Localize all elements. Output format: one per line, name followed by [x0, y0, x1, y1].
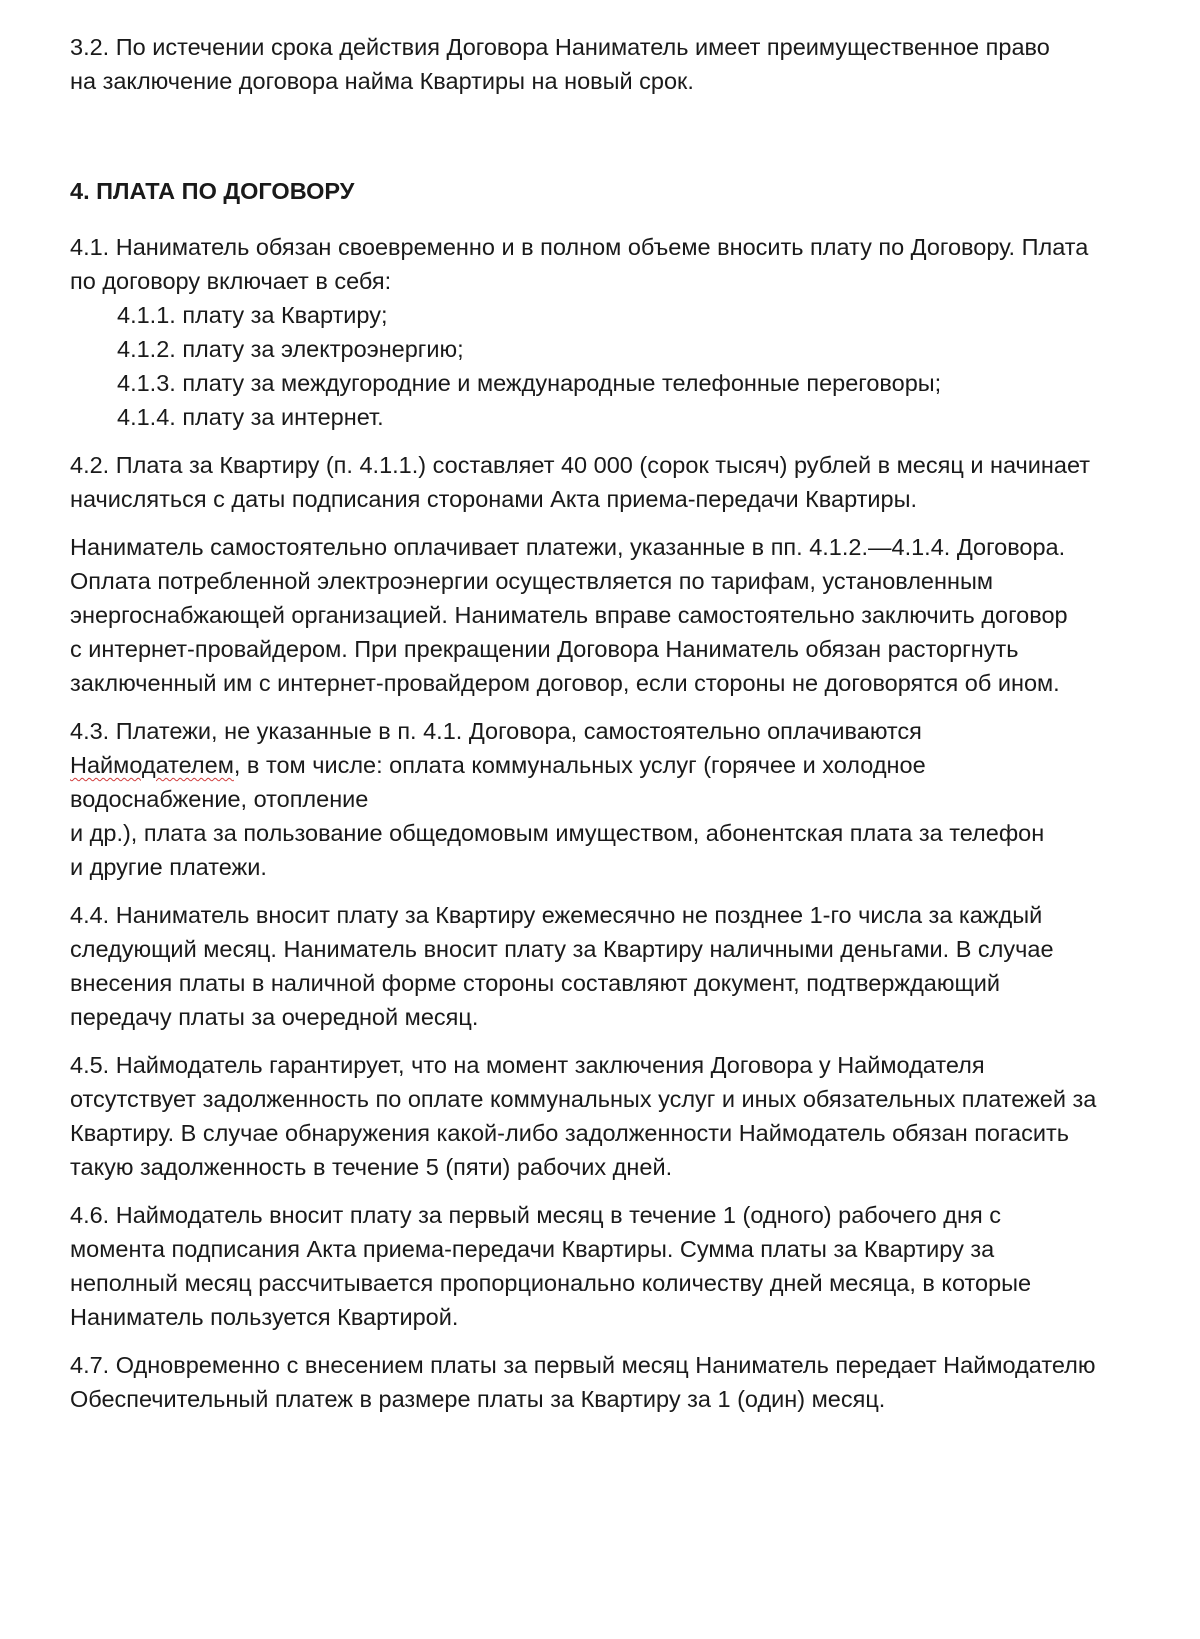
- paragraph-4-7: [70, 1348, 1180, 1416]
- paragraph-3-2: [70, 30, 1180, 98]
- text-line: по договору включает в себя:: [70, 268, 392, 294]
- text-line: отсутствует задолженность по оплате коммунальных услуг и иных обязательных платежей за: [70, 1086, 1097, 1112]
- list-item: 4.1.2. плату за электроэнергию;: [117, 336, 464, 362]
- text-line: передачу платы за очередной месяц.: [70, 1004, 479, 1030]
- document-page: [70, 30, 1180, 1430]
- misspelled-word[interactable]: Наймодателем: [70, 752, 234, 778]
- text-line: 4.7. Одновременно с внесением платы за первый месяц Наниматель передает Наймодателю: [70, 1352, 1096, 1378]
- text-line: водоснабжение, отопление: [70, 786, 369, 812]
- paragraph-4-3: [70, 714, 1180, 884]
- text-line: Оплата потребленной электроэнергии осуществляется по тарифам, установленным: [70, 568, 994, 594]
- paragraph-4-5: [70, 1048, 1180, 1184]
- text-line: неполный месяц рассчитывается пропорционально количеству дней месяца, в которые: [70, 1270, 1032, 1296]
- text-line: Обеспечительный платеж в размере платы за Квартиру за 1 (один) месяц.: [70, 1386, 886, 1412]
- text-line: и др.), плата за пользование общедомовым имуществом, абонентская плата за телефон: [70, 820, 1045, 846]
- text-line: Наниматель пользуется Квартирой.: [70, 1304, 459, 1330]
- text-line: энергоснабжающей организацией. Наниматель вправе самостоятельно заключить договор: [70, 602, 1068, 628]
- text-line: 4.2. Плата за Квартиру (п. 4.1.1.) составляет 40 000 (сорок тысяч) рублей в месяц и начинает: [70, 452, 1091, 478]
- text-line: момента подписания Акта приема-передачи Квартиры. Сумма платы за Квартиру за: [70, 1236, 995, 1262]
- text-line: с интернет-провайдером. При прекращении Договора Наниматель обязан расторгнуть: [70, 636, 1019, 662]
- text-line: Наниматель самостоятельно оплачивает платежи, указанные в пп. 4.1.2.—4.1.4. Договора.: [70, 534, 1066, 560]
- text-line: заключенный им с интернет-провайдером договор, если стороны не договорятся об ином.: [70, 670, 1060, 696]
- paragraph-4-2: [70, 448, 1180, 516]
- text-line: начисляться с даты подписания сторонами Акта приема-передачи Квартиры.: [70, 486, 918, 512]
- text-line: на заключение договора найма Квартиры на новый срок.: [70, 68, 694, 94]
- text-line: 4.4. Наниматель вносит плату за Квартиру ежемесячно не позднее 1-го числа за каждый: [70, 902, 1043, 928]
- paragraph-4-4: [70, 898, 1180, 1034]
- text-line: и другие платежи.: [70, 854, 267, 880]
- paragraph-4-2-continued: [70, 530, 1180, 700]
- text-line: 4.5. Наймодатель гарантирует, что на момент заключения Договора у Наймодателя: [70, 1052, 985, 1078]
- text-fragment: , в том числе: оплата коммунальных услуг (горячее и холодное: [233, 752, 926, 778]
- section-heading: 4. ПЛАТА ПО ДОГОВОРУ: [70, 178, 355, 204]
- text-line: такую задолженность в течение 5 (пяти) рабочих дней.: [70, 1154, 673, 1180]
- paragraph-4-1: [70, 230, 1180, 298]
- text-line: [70, 748, 1180, 782]
- list-item: 4.1.4. плату за интернет.: [117, 404, 384, 430]
- text-line: 4.1. Наниматель обязан своевременно и в полном объеме вносить плату по Договору. Плата: [70, 234, 1089, 260]
- text-line: Квартиру. В случае обнаружения какой-либо задолженности Наймодатель обязан погасить: [70, 1120, 1070, 1146]
- list-item: 4.1.3. плату за междугородние и международные телефонные переговоры;: [117, 370, 942, 396]
- text-line: 4.6. Наймодатель вносит плату за первый месяц в течение 1 (одного) рабочего дня с: [70, 1202, 1001, 1228]
- text-line: 3.2. По истечении срока действия Договора Наниматель имеет преимущественное право: [70, 34, 1050, 60]
- text-line: следующий месяц. Наниматель вносит плату за Квартиру наличными деньгами. В случае: [70, 936, 1054, 962]
- payment-items-list: [117, 298, 1180, 434]
- text-line: внесения платы в наличной форме стороны составляют документ, подтверждающий: [70, 970, 1001, 996]
- list-item: 4.1.1. плату за Квартиру;: [117, 302, 388, 328]
- text-line: 4.3. Платежи, не указанные в п. 4.1. Договора, самостоятельно оплачиваются: [70, 718, 922, 744]
- paragraph-4-6: [70, 1198, 1180, 1334]
